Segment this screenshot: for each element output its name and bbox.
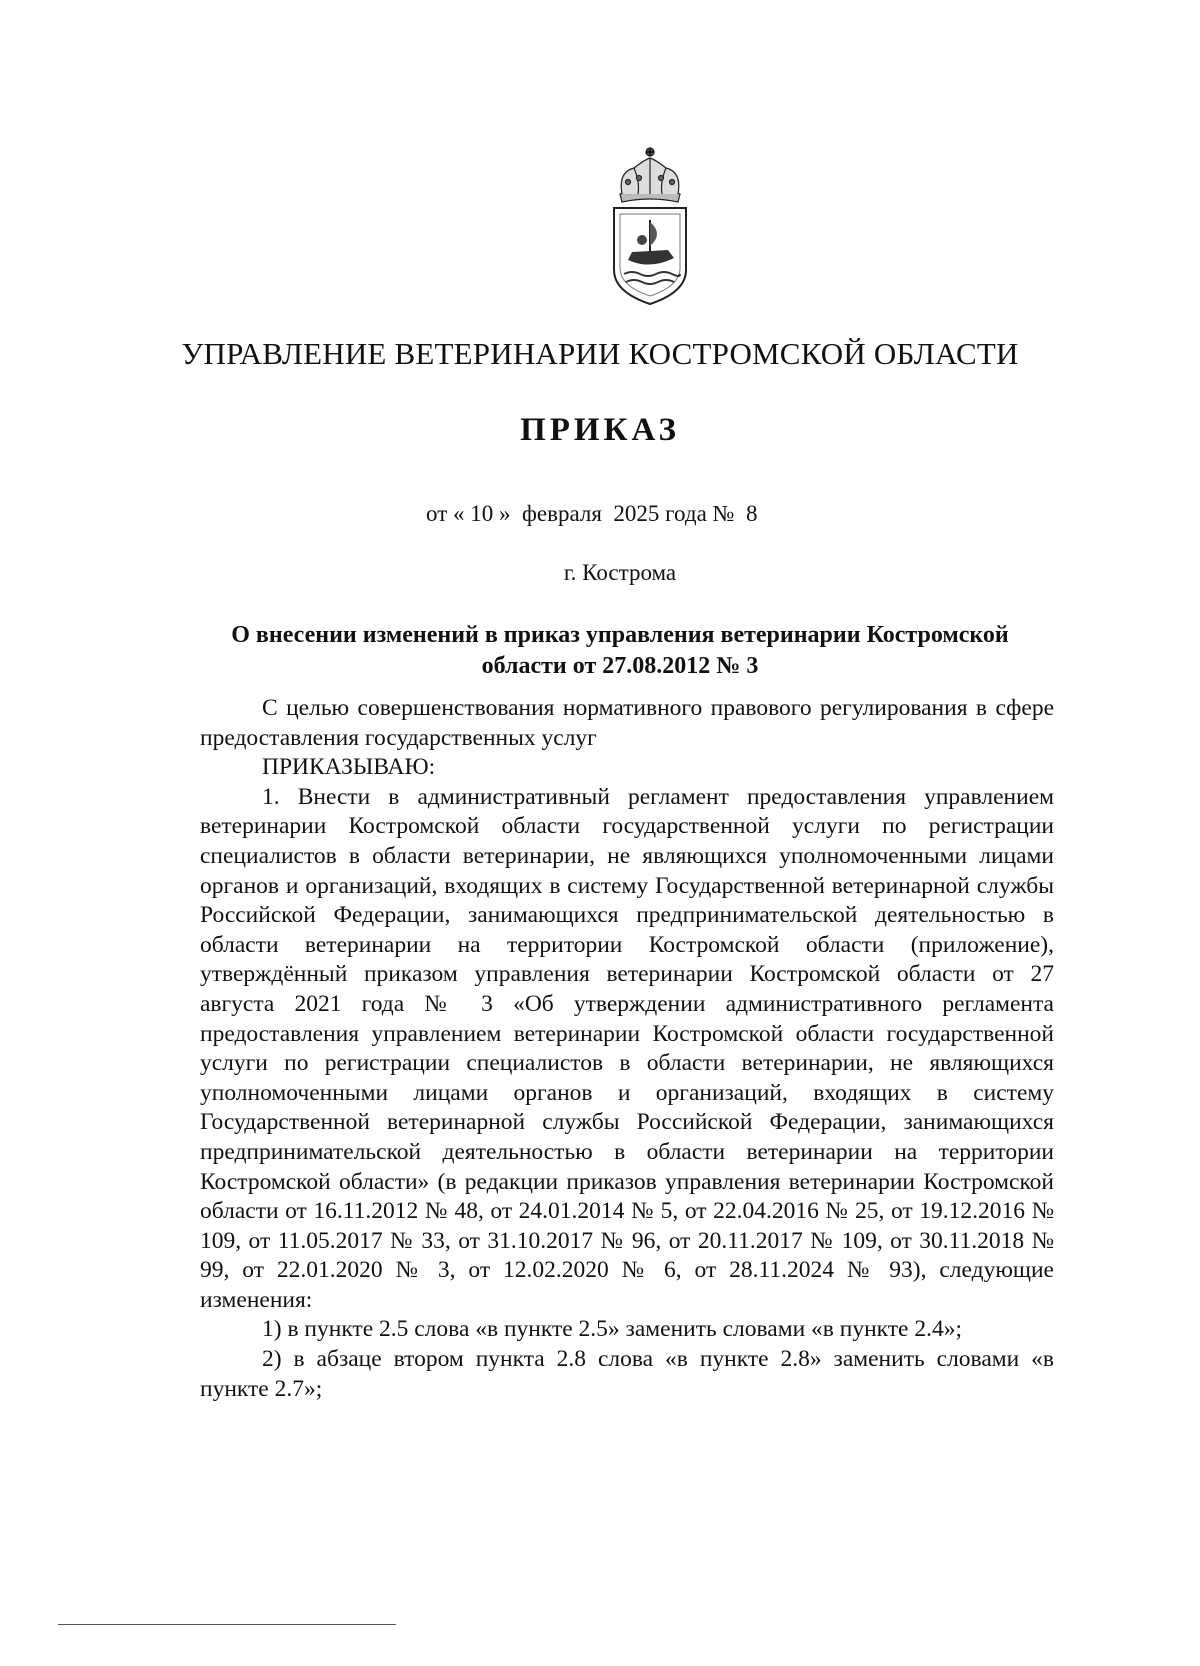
item-1-paragraph: 1. Внести в административный регламент предоставления управлением ветеринарии Костромской области государственной услуги по регистрации специалистов в области ветеринарии, не являющихся уполномоченными лицами органов и организаций, входящих в систему Государственной ветеринарной службы Российской Федерации, занимающихся предпринимательской деятельностью в области ветеринарии на территории Костромской области (приложение), утверждённый приказом управления ветеринарии Костромской области от 27 августа 2021 года № 3 «Об утверждении административного регламента предоставления управлением ветеринарии Костромской области государственной услуги по регистрации специалистов в области ветеринарии, не являющихся уполномоченными лицами органов и организаций, входящих в систему Государственной ветеринарной службы Российской Федерации, занимающихся предпринимательской деятельностью в области ветеринарии на территории Костромской области» (в редакции приказов управления ветеринарии Костромской области от 16.11.2012 № 48, от 24.01.2014 № 5, от 22.04.2016 № 25, от 19.12.2016 № 109, от 11.05.2017 № 33, от 31.10.2017 № 96, от 20.11.2017 № 109, от 30.11.2018 № 99, от 22.01.2020 № 3, от 12.02.2020 № 6, от 28.11.2024 № 93), следующие изменения:: [200, 783, 1054, 1313]
order-word: ПРИКАЗЫВАЮ:: [262, 754, 436, 781]
footnote-divider: [58, 1624, 396, 1625]
document-body: [200, 694, 1054, 1404]
organization-title: УПРАВЛЕНИЕ ВЕТЕРИНАРИИ КОСТРОМСКОЙ ОБЛАСТИ: [181, 336, 1019, 371]
document-type: ПРИКАЗ: [520, 412, 680, 448]
document-subject: [180, 620, 1060, 682]
document-date-number: от « 10 » февраля 2025 года № 8: [426, 501, 758, 526]
subject-line-2: области от 27.08.2012 № 3: [481, 653, 759, 679]
subitem-1-paragraph: 1) в пункте 2.5 слова «в пункте 2.5» заменить словами «в пункте 2.4»;: [262, 1316, 962, 1343]
subitem-2-paragraph: 2) в абзаце втором пункта 2.8 слова «в пункте 2.8» заменить словами «в пункте 2.7»;: [200, 1346, 1054, 1402]
document-city: г. Кострома: [563, 560, 677, 585]
coat-of-arms-icon: [600, 142, 700, 310]
subject-line-1: О внесении изменений в приказ управления ветеринарии Костромской: [231, 622, 1009, 648]
preamble-paragraph: С целью совершенствования нормативного правового регулирования в сфере предоставления государственных услуг: [200, 695, 1054, 751]
